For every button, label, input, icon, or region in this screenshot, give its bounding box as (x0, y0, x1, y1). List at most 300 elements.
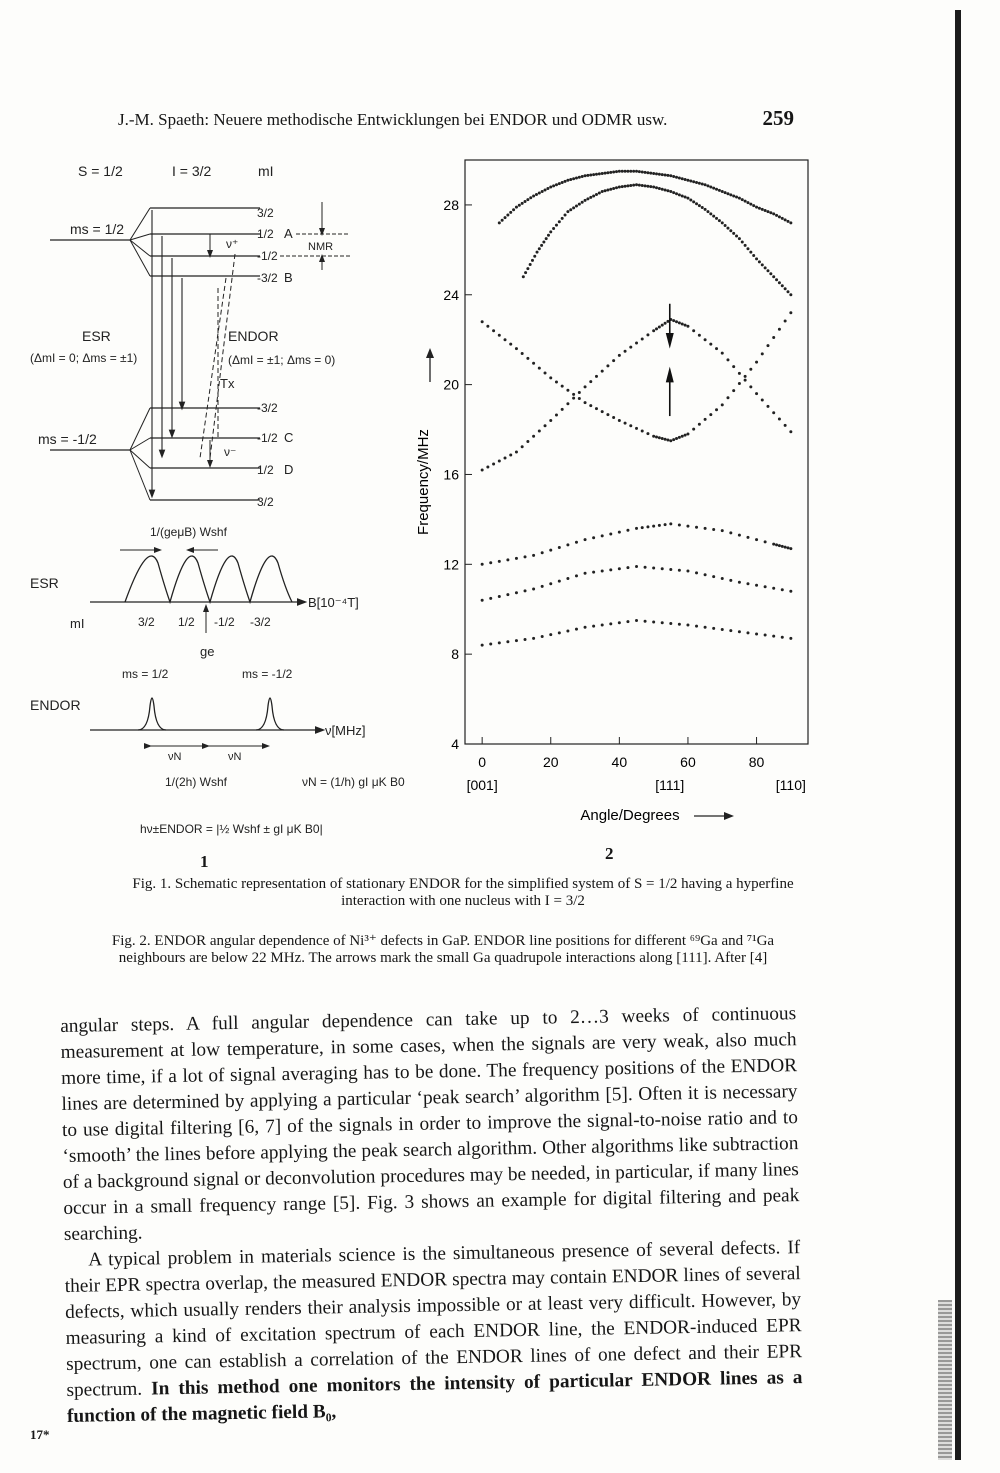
data-point (635, 170, 638, 173)
data-point (532, 554, 535, 557)
header-title: J.-M. Spaeth: Neuere methodische Entwicklungen bei ENDOR und ODMR usw. (118, 110, 668, 129)
data-point (481, 599, 484, 602)
data-point (506, 640, 509, 643)
data-point (635, 527, 638, 530)
data-point (695, 526, 698, 529)
data-series (481, 311, 793, 442)
data-point (538, 430, 541, 433)
lower-level-label: -1/2 (257, 431, 278, 445)
data-point (515, 347, 518, 350)
data-point (558, 631, 561, 634)
data-point (498, 334, 501, 337)
nu-minus-label: ν⁻ (224, 445, 237, 459)
data-point (595, 193, 598, 196)
data-point (689, 199, 692, 202)
figure-1-caption (118, 876, 808, 910)
data-point (618, 419, 621, 422)
endor-line-left (138, 698, 166, 730)
data-point (669, 174, 672, 177)
esr-mi-value: -3/2 (250, 615, 271, 629)
data-point (755, 206, 758, 209)
data-point (661, 437, 664, 440)
data-point (504, 338, 507, 341)
paragraph-2-a: A typical problem in materials science is the simultaneous presence of several defects. If their EPR spectra overlap, the measured ENDOR spectra may contain ENDOR lines of several defects, which usually renders their analysis impossible or at least very difficult. However, by measuring a kind of excitation spectrum of each ENDOR line, the ENDOR-induced EPR spectrum, one can establish a correlation of the ENDOR lines of one defect and their EPR spectrum. (64, 1237, 803, 1401)
data-point (764, 266, 767, 269)
data-point (498, 595, 501, 598)
data-point (629, 170, 632, 173)
data-point (601, 623, 604, 626)
data-point (649, 185, 652, 188)
data-point (706, 210, 709, 213)
data-point (626, 184, 629, 187)
data-point (721, 352, 724, 355)
endor-ms-right: ms = -1/2 (242, 667, 293, 681)
data-point (589, 196, 592, 199)
data-point (601, 410, 604, 413)
data-point (561, 385, 564, 388)
endor-spectrum-label: ENDOR (30, 697, 81, 713)
data-point (644, 620, 647, 623)
y-tick-label: 4 (451, 736, 459, 752)
data-point (741, 240, 744, 243)
data-point (698, 334, 701, 337)
data-point (618, 185, 621, 188)
data-series (522, 183, 793, 296)
data-point (589, 173, 592, 176)
data-point (695, 625, 698, 628)
lower-level-label: -3/2 (257, 401, 278, 415)
data-point (575, 541, 578, 544)
data-point (758, 207, 761, 210)
data-point (781, 217, 784, 220)
data-point (575, 205, 578, 208)
data-point (729, 229, 732, 232)
data-point (629, 424, 632, 427)
data-point (789, 311, 792, 314)
data-point (544, 424, 547, 427)
data-point (664, 523, 667, 526)
data-point (675, 320, 678, 323)
data-point (661, 567, 664, 570)
data-point (672, 438, 675, 441)
data-point (558, 546, 561, 549)
direction-label: [111] (655, 777, 685, 793)
data-point (778, 418, 781, 421)
data-point (721, 403, 724, 406)
data-point (666, 439, 669, 442)
data-point (789, 547, 792, 550)
data-point (498, 560, 501, 563)
data-point (492, 329, 495, 332)
data-point (549, 185, 552, 188)
data-point (626, 620, 629, 623)
data-point (738, 372, 741, 375)
data-point (515, 639, 518, 642)
data-point (746, 582, 749, 585)
data-point (644, 566, 647, 569)
data-point (481, 320, 484, 323)
data-point (538, 367, 541, 370)
data-point (529, 196, 532, 199)
data-point (772, 411, 775, 414)
data-point (686, 570, 689, 573)
data-point (652, 172, 655, 175)
data-point (561, 181, 564, 184)
data-point (641, 170, 644, 173)
data-series (481, 619, 793, 647)
direction-label: [110] (775, 777, 806, 793)
data-point (592, 625, 595, 628)
data-point (766, 405, 769, 408)
data-point (481, 644, 484, 647)
data-point (672, 175, 675, 178)
data-point (646, 525, 649, 528)
data-point (704, 573, 707, 576)
data-point (486, 465, 489, 468)
whf-half-label: 1/(2h) Wshf (165, 775, 228, 789)
data-point (524, 200, 527, 203)
data-point (726, 192, 729, 195)
b-axis-label: B[10⁻⁴T] (308, 595, 359, 610)
data-point (592, 194, 595, 197)
data-point (618, 531, 621, 534)
data-point (658, 524, 661, 527)
data-point (678, 321, 681, 324)
data-point (638, 184, 641, 187)
data-point (712, 187, 715, 190)
data-point (661, 324, 664, 327)
data-point (715, 217, 718, 220)
data-point (604, 172, 607, 175)
data-point (704, 338, 707, 341)
data-point (738, 197, 741, 200)
data-point (566, 179, 569, 182)
data-point (784, 424, 787, 427)
data-point (601, 570, 604, 573)
running-header (118, 106, 794, 136)
nu-axis-label: ν[MHz] (325, 723, 366, 738)
y-axis-arrowhead (426, 348, 434, 358)
data-point (515, 451, 518, 454)
upper-level-label: 3/2 (257, 206, 274, 220)
data-point (624, 422, 627, 425)
data-point (684, 178, 687, 181)
data-point (749, 203, 752, 206)
data-point (524, 589, 527, 592)
data-point (712, 575, 715, 578)
data-point (789, 590, 792, 593)
data-point (652, 567, 655, 570)
level-letter-b: B (284, 270, 293, 285)
data-point (618, 170, 621, 173)
data-point (715, 188, 718, 191)
data-point (738, 534, 741, 537)
data-point (729, 579, 732, 582)
level-letter-d: D (284, 462, 294, 477)
data-point (781, 588, 784, 591)
data-point (729, 193, 732, 196)
data-point (692, 200, 695, 203)
data-point (515, 557, 518, 560)
data-point (664, 322, 667, 325)
data-point (775, 543, 778, 546)
data-point (635, 183, 638, 186)
data-point (646, 171, 649, 174)
data-point (578, 397, 581, 400)
data-point (544, 372, 547, 375)
data-point (595, 375, 598, 378)
data-point (521, 445, 524, 448)
data-point (635, 565, 638, 568)
data-point (641, 337, 644, 340)
data-point (572, 393, 575, 396)
data-point (655, 172, 658, 175)
data-point (601, 534, 604, 537)
data-point (558, 580, 561, 583)
data-point (501, 219, 504, 222)
data-point (746, 536, 749, 539)
data-point (681, 194, 684, 197)
data-point (772, 587, 775, 590)
upper-level-label: -1/2 (257, 249, 278, 263)
data-point (546, 187, 549, 190)
data-point (684, 196, 687, 199)
data-point (695, 571, 698, 574)
data-point (721, 577, 724, 580)
level-letter-c: C (284, 430, 294, 445)
data-point (644, 171, 647, 174)
data-point (775, 214, 778, 217)
data-point (498, 459, 501, 462)
data-point (684, 434, 687, 437)
data-point (749, 385, 752, 388)
data-point (646, 185, 649, 188)
whf-label: 1/(geμB) Wshf (150, 525, 227, 539)
data-point (521, 352, 524, 355)
data-point (624, 185, 627, 188)
figure-2-caption (78, 933, 808, 967)
data-point (678, 436, 681, 439)
data-point (641, 526, 644, 529)
data-point (618, 621, 621, 624)
data-point (504, 456, 507, 459)
data-point (701, 206, 704, 209)
data-point (555, 380, 558, 383)
data-point (658, 325, 661, 328)
data-point (781, 545, 784, 548)
data-point (533, 255, 536, 258)
data-point (626, 170, 629, 173)
data-point (784, 546, 787, 549)
data-point (598, 191, 601, 194)
data-point (532, 435, 535, 438)
data-series (481, 318, 793, 471)
data-point (572, 397, 575, 400)
data-point (755, 632, 758, 635)
data-point (681, 322, 684, 325)
data-point (526, 198, 529, 201)
ge-label: ge (200, 644, 215, 659)
data-point (652, 329, 655, 332)
data-point (612, 359, 615, 362)
data-point (664, 173, 667, 176)
data-point (746, 631, 749, 634)
data-point (564, 180, 567, 183)
data-point (721, 529, 724, 532)
data-point (741, 198, 744, 201)
data-point (772, 275, 775, 278)
y-tick-label: 16 (443, 466, 459, 483)
nu-n-left: νN (168, 751, 182, 763)
data-point (522, 275, 525, 278)
scan-noise (938, 1300, 952, 1460)
data-point (709, 343, 712, 346)
spin-i-label: I = 3/2 (172, 163, 212, 179)
data-point (686, 325, 689, 328)
signature-mark: 17* (30, 1427, 50, 1442)
data-point (492, 462, 495, 465)
data-point (755, 392, 758, 395)
data-point (755, 257, 758, 260)
data-point (506, 593, 509, 596)
data-point (766, 269, 769, 272)
data-point (758, 260, 761, 263)
data-point (712, 528, 715, 531)
data-point (601, 370, 604, 373)
data-point (664, 188, 667, 191)
data-point (629, 184, 632, 187)
data-point (635, 619, 638, 622)
data-point (721, 628, 724, 631)
nun-formula: νN = (1/h) gI μK B0 (302, 775, 405, 789)
data-point (749, 368, 752, 371)
data-point (772, 336, 775, 339)
data-point (535, 193, 538, 196)
data-point (692, 329, 695, 332)
data-point (549, 376, 552, 379)
data-point (712, 215, 715, 218)
data-point (784, 218, 787, 221)
esr-mi-value: -1/2 (214, 615, 235, 629)
data-point (606, 364, 609, 367)
esr-selection-rule: (ΔmI = 0; Δms = ±1) (30, 351, 138, 365)
data-point (541, 635, 544, 638)
data-point (489, 561, 492, 564)
data-point (666, 189, 669, 192)
data-point (524, 638, 527, 641)
data-point (655, 436, 658, 439)
data-point (669, 190, 672, 193)
data-point (549, 230, 552, 233)
data-point (744, 200, 747, 203)
ms-lower-label: ms = -1/2 (38, 431, 97, 447)
data-point (704, 626, 707, 629)
data-point (575, 574, 578, 577)
data-point (764, 634, 767, 637)
data-point (755, 361, 758, 364)
data-point (558, 220, 561, 223)
data-point (652, 185, 655, 188)
data-point (761, 352, 764, 355)
data-point (744, 244, 747, 247)
data-point (738, 581, 741, 584)
data-point (675, 192, 678, 195)
data-point (532, 194, 535, 197)
data-point (609, 568, 612, 571)
x-axis-label: Angle/Degrees (580, 807, 680, 824)
data-point (738, 237, 741, 240)
data-point (669, 522, 672, 525)
data-point (592, 173, 595, 176)
data-point (635, 342, 638, 345)
data-point (766, 210, 769, 213)
esr-mi-value: 3/2 (138, 615, 155, 629)
data-point (732, 194, 735, 197)
data-point (686, 623, 689, 626)
data-point (724, 191, 727, 194)
esr-transitions (152, 210, 182, 494)
data-point (584, 572, 587, 575)
data-point (618, 354, 621, 357)
data-point (698, 204, 701, 207)
data-point (746, 201, 749, 204)
data-point (755, 538, 758, 541)
data-point (541, 190, 544, 193)
endor-formula: hν±ENDOR = |½ Wshf ± gI μK B0| (140, 822, 323, 836)
data-point (669, 622, 672, 625)
data-point (506, 558, 509, 561)
data-point (764, 209, 767, 212)
data-point (524, 555, 527, 558)
data-point (509, 343, 512, 346)
data-point (626, 529, 629, 532)
x-axis-arrowhead (724, 812, 734, 820)
data-point (609, 622, 612, 625)
data-point (592, 536, 595, 539)
data-point (569, 178, 572, 181)
data-point (672, 191, 675, 194)
data-point (678, 524, 681, 527)
data-point (606, 413, 609, 416)
data-point (701, 182, 704, 185)
data-point (692, 428, 695, 431)
data-point (729, 629, 732, 632)
data-point (646, 432, 649, 435)
data-point (658, 187, 661, 190)
esr-mi-value: 1/2 (178, 615, 195, 629)
data-point (578, 203, 581, 206)
nmr-label: NMR (308, 241, 334, 253)
esr-spectrum-label: ESR (30, 575, 59, 591)
data-point (726, 396, 729, 399)
data-point (661, 621, 664, 624)
data-point (678, 623, 681, 626)
body-text (60, 1001, 803, 1430)
data-point (549, 633, 552, 636)
data-point (624, 170, 627, 173)
data-point (609, 532, 612, 535)
figure-1-caption-text: Schematic representation of stationary ENDOR for the simplified system of S = 1/2 having a hyperfine interaction with one nucleus with I = 3/2 (174, 876, 794, 909)
lower-level-label: 1/2 (257, 463, 274, 477)
data-point (612, 170, 615, 173)
data-point (584, 199, 587, 202)
data-point (678, 176, 681, 179)
data-point (566, 629, 569, 632)
data-point (706, 184, 709, 187)
nu-n-right: νN (228, 751, 242, 763)
data-point (532, 362, 535, 365)
data-point (541, 551, 544, 554)
